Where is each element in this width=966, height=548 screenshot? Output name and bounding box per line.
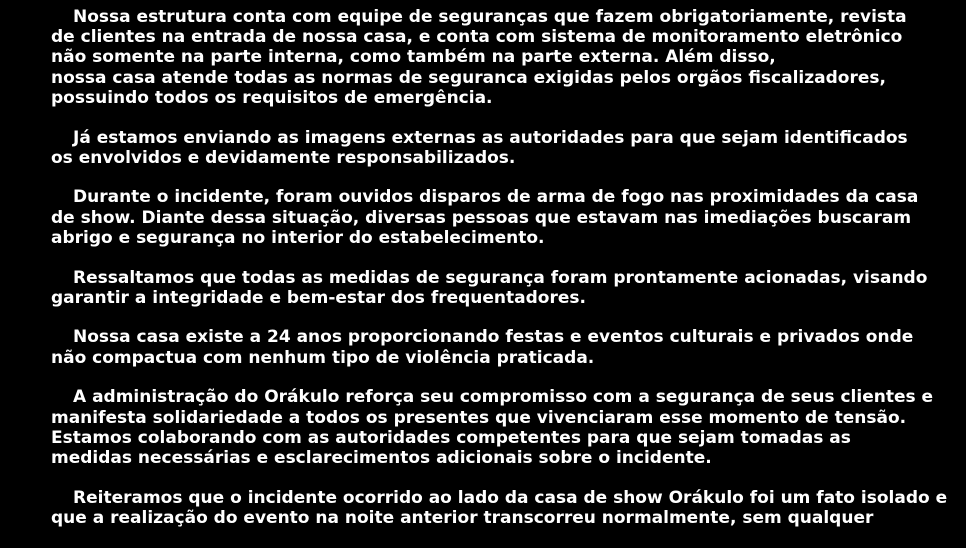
text-line: de clientes na entrada de nossa casa, e conta com sistema de monitoramento eletrônico [51,27,903,48]
text-line: Ressaltamos que todas as medidas de segurança foram prontamente acionadas, visando [73,267,928,288]
text-line: Reiteramos que o incidente ocorrido ao lado da casa de show Orákulo foi um fato isolado e [73,487,948,508]
text-line: não compactua com nenhum tipo de violência praticada. [51,347,595,368]
paragraph-images-sent [51,128,956,168]
text-line: de show. Diante dessa situação, diversas pessoas que estavam nas imediações buscaram [51,207,912,228]
text-line: medidas necessárias e esclarecimentos adicionais sobre o incidente. [51,447,712,468]
text-line: Nossa estrutura conta com equipe de seguranças que fazem obrigatoriamente, revista [73,7,907,27]
text-line: não somente na parte interna, como também na parte externa. Além disso, [51,47,776,68]
paragraph-incident [51,187,956,248]
text-line: possuindo todos os requisitos de emergência. [51,87,493,108]
text-line: abrigo e segurança no interior do estabelecimento. [51,227,545,248]
text-line: que a realização do evento na noite anterior transcorreu normalmente, sem qualquer [51,507,874,528]
text-line: garantir a integridade e bem-estar dos frequentadores. [51,287,586,308]
paragraph-isolated-incident [51,488,956,528]
text-line: Estamos colaborando com as autoridades competentes para que sejam tomadas as [51,427,851,448]
paragraph-security-structure [51,7,956,108]
paragraph-safety-measures [51,268,956,308]
text-line: A administração do Orákulo reforça seu compromisso com a segurança de seus clientes e [73,387,934,408]
text-line: Durante o incidente, foram ouvidos disparos de arma de fogo nas proximidades da casa [73,187,919,208]
text-line: nossa casa atende todas as normas de seguranca exigidas pelos orgãos fiscalizadores, [51,67,886,88]
text-line: os envolvidos e devidamente responsabilizados. [51,147,516,168]
text-line: manifesta solidariedade a todos os presentes que vivenciaram esse momento de tensão. [51,407,907,428]
text-line: Nossa casa existe a 24 anos proporcionando festas e eventos culturais e privados onde [73,327,914,348]
statement-body [51,7,956,548]
paragraph-administration [51,387,956,468]
paragraph-history [51,327,956,367]
text-line: Já estamos enviando as imagens externas as autoridades para que sejam identificados [73,127,908,148]
